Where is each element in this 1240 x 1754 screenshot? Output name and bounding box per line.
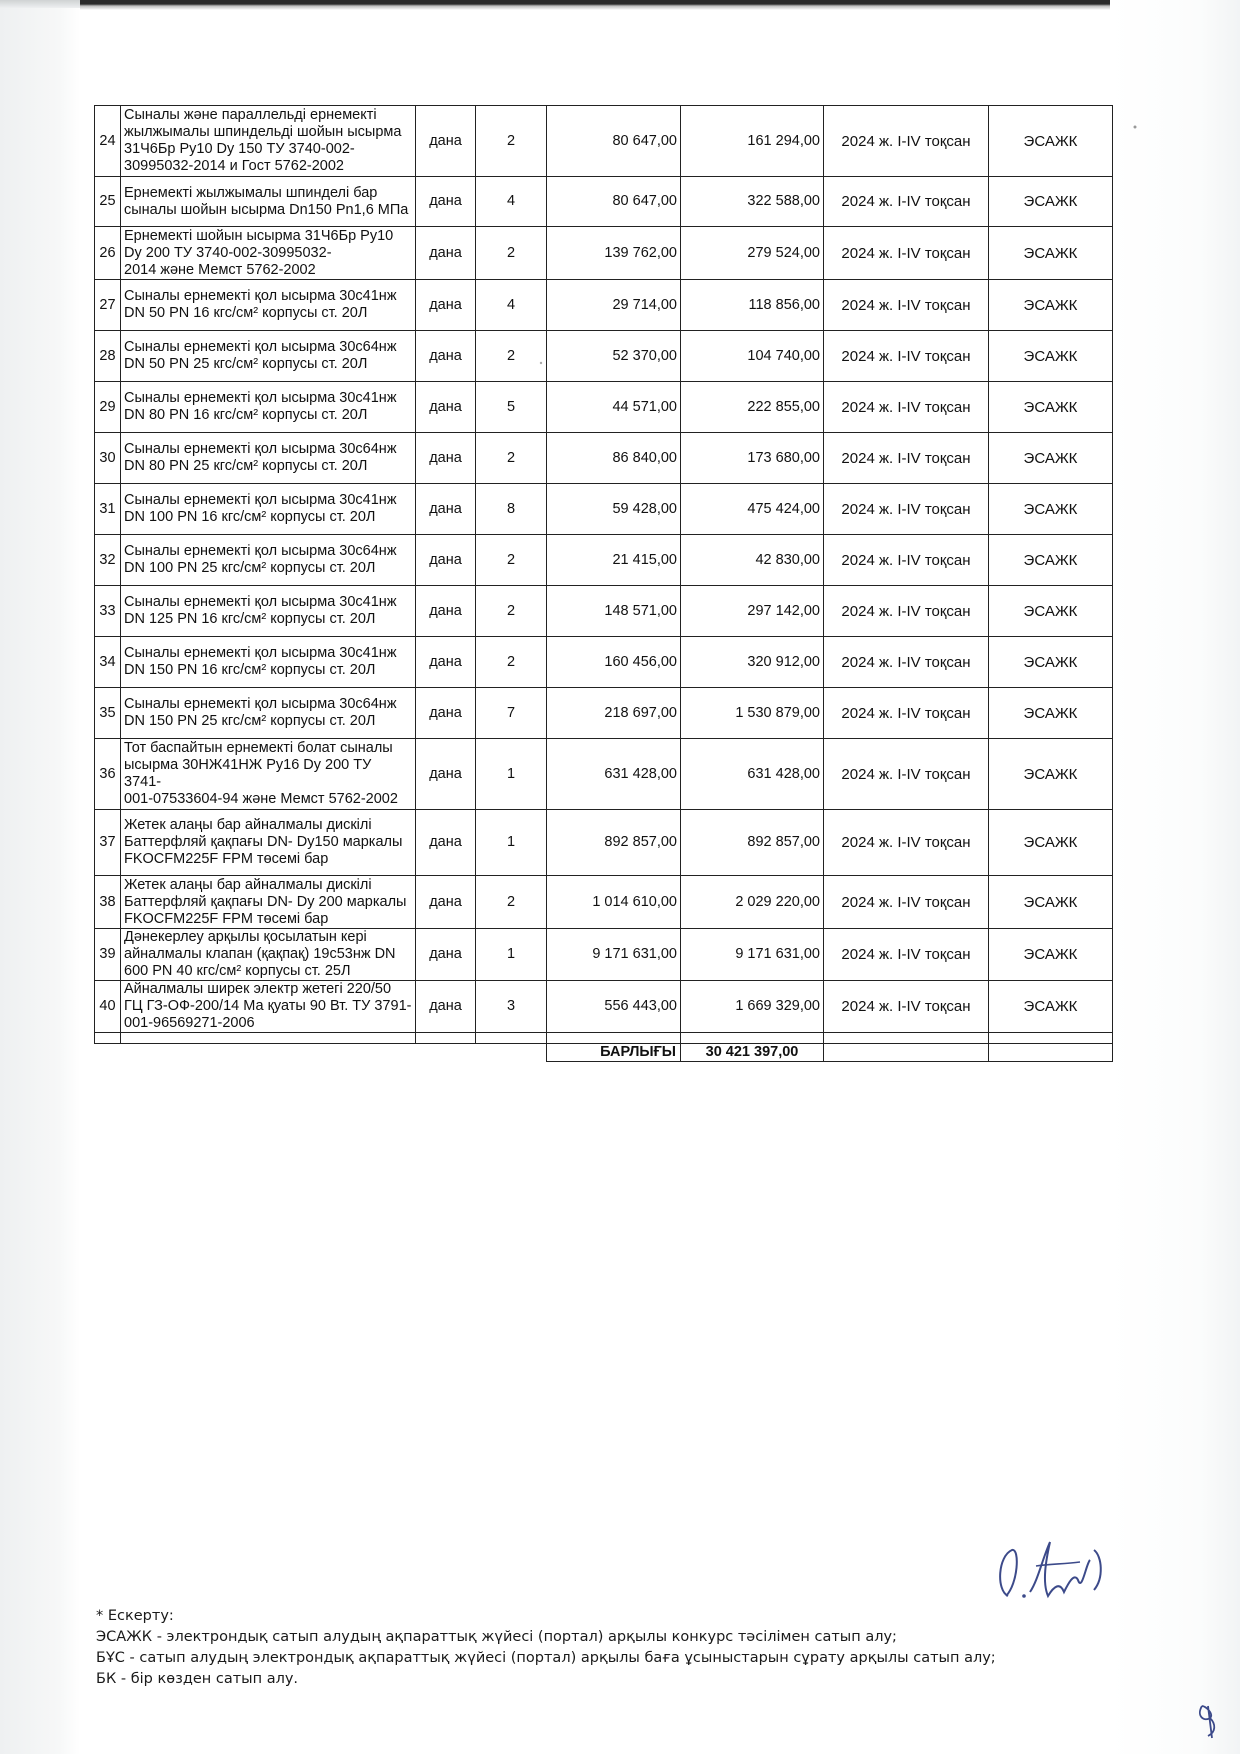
item-total: 1 669 329,00 [681,981,824,1033]
row-number: 35 [95,688,121,739]
item-unit: дана [416,637,476,688]
item-unit: дана [416,106,476,177]
item-unit-price: 160 456,00 [547,637,681,688]
row-number: 30 [95,433,121,484]
table-row [95,433,1113,484]
table-row [95,637,1113,688]
table-row [95,688,1113,739]
handwritten-signature [990,1520,1130,1620]
item-period: 2024 ж. I-IV тоқсан [824,484,989,535]
empty-cell [989,1044,1113,1062]
item-total: 2 029 220,00 [681,876,824,929]
row-number: 26 [95,227,121,280]
footnote-bus: БҰС - сатып алудың электрондық ақпараттық жүйесі (портал) арқылы баға ұсыныстарын сұрату арқылы сатып алу; [96,1650,996,1666]
item-quantity: 2 [476,331,547,382]
item-period: 2024 ж. I-IV тоқсан [824,433,989,484]
item-name: Сыналы ернемекті қол ысырма 30с64нж DN 80 PN 25 кгс/см² корпусы ст. 20Л [121,433,416,484]
item-procurement-method: ЭСАЖК [989,688,1113,739]
scan-left-margin [0,0,80,1754]
item-unit-price: 9 171 631,00 [547,929,681,981]
item-procurement-method: ЭСАЖК [989,981,1113,1033]
item-period: 2024 ж. I-IV тоқсан [824,688,989,739]
table-row [95,177,1113,227]
total-row [95,1044,1113,1062]
item-name: Сыналы ернемекті қол ысырма 30с41нж DN 150 PN 16 кгс/см² корпусы ст. 20Л [121,637,416,688]
item-unit: дана [416,876,476,929]
item-period: 2024 ж. I-IV тоқсан [824,331,989,382]
item-procurement-method: ЭСАЖК [989,535,1113,586]
table-row [95,876,1113,929]
item-quantity: 4 [476,280,547,331]
item-unit-price: 556 443,00 [547,981,681,1033]
row-number: 24 [95,106,121,177]
item-procurement-method: ЭСАЖК [989,331,1113,382]
item-name: Тот баспайтын ернемекті болат сыналы ысырма 30НЖ41НЖ Ру16 Dy 200 ТУ 3741- 001-07533604-94 және Мемст 5762-2002 [121,739,416,810]
table-row [95,739,1113,810]
item-quantity: 1 [476,929,547,981]
item-unit-price: 631 428,00 [547,739,681,810]
item-unit: дана [416,810,476,876]
item-unit-price: 148 571,00 [547,586,681,637]
table-row [95,929,1113,981]
item-period: 2024 ж. I-IV тоқсан [824,535,989,586]
item-unit-price: 29 714,00 [547,280,681,331]
item-total: 475 424,00 [681,484,824,535]
item-unit: дана [416,739,476,810]
total-value: 30 421 397,00 [681,1044,824,1062]
item-name: Дәнекерлеу арқылы қосылатын кері айналмалы клапан (қақпақ) 19с53нж DN 600 PN 40 кгс/см² корпусы ст. 25Л [121,929,416,981]
item-unit: дана [416,981,476,1033]
item-unit: дана [416,535,476,586]
table-row [95,382,1113,433]
item-total: 104 740,00 [681,331,824,382]
item-unit: дана [416,382,476,433]
item-procurement-method: ЭСАЖК [989,433,1113,484]
item-period: 2024 ж. I-IV тоқсан [824,177,989,227]
item-unit: дана [416,586,476,637]
item-quantity: 8 [476,484,547,535]
item-procurement-method: ЭСАЖК [989,227,1113,280]
row-number: 39 [95,929,121,981]
item-unit: дана [416,688,476,739]
item-name: Сыналы ернемекті қол ысырма 30с64нж DN 50 PN 25 кгс/см² корпусы ст. 20Л [121,331,416,382]
item-unit: дана [416,433,476,484]
item-period: 2024 ж. I-IV тоқсан [824,929,989,981]
item-unit: дана [416,484,476,535]
item-unit-price: 892 857,00 [547,810,681,876]
row-number: 31 [95,484,121,535]
empty-cell [547,1033,681,1044]
item-unit: дана [416,929,476,981]
item-total: 279 524,00 [681,227,824,280]
item-period: 2024 ж. I-IV тоқсан [824,280,989,331]
item-procurement-method: ЭСАЖК [989,876,1113,929]
row-number: 29 [95,382,121,433]
table-row [95,535,1113,586]
item-unit-price: 1 014 610,00 [547,876,681,929]
row-number: 27 [95,280,121,331]
item-procurement-method: ЭСАЖК [989,739,1113,810]
item-total: 1 530 879,00 [681,688,824,739]
table-row [95,331,1113,382]
scan-speck [1132,124,1138,130]
item-quantity: 5 [476,382,547,433]
scan-right-margin [1110,0,1240,1754]
item-quantity: 2 [476,586,547,637]
row-number: 38 [95,876,121,929]
item-total: 9 171 631,00 [681,929,824,981]
footnote-esazhk: ЭСАЖК - электрондық сатып алудың ақпараттық жүйесі (портал) арқылы конкурс тәсілімен сатып алу; [96,1629,897,1645]
row-number: 37 [95,810,121,876]
item-quantity: 2 [476,106,547,177]
table-row [95,484,1113,535]
item-name: Сыналы ернемекті қол ысырма 30с41нж DN 80 PN 16 кгс/см² корпусы ст. 20Л [121,382,416,433]
item-unit: дана [416,280,476,331]
empty-cell [121,1033,416,1044]
item-total: 42 830,00 [681,535,824,586]
empty-cell [95,1033,121,1044]
item-quantity: 2 [476,637,547,688]
item-total: 173 680,00 [681,433,824,484]
item-period: 2024 ж. I-IV тоқсан [824,810,989,876]
item-period: 2024 ж. I-IV тоқсан [824,106,989,177]
item-period: 2024 ж. I-IV тоқсан [824,739,989,810]
item-unit-price: 86 840,00 [547,433,681,484]
procurement-table [94,105,1113,1062]
item-total: 631 428,00 [681,739,824,810]
table-row [95,227,1113,280]
table-row [95,280,1113,331]
item-unit-price: 44 571,00 [547,382,681,433]
item-period: 2024 ж. I-IV тоқсан [824,981,989,1033]
item-total: 892 857,00 [681,810,824,876]
item-quantity: 4 [476,177,547,227]
empty-cell [989,1033,1113,1044]
item-total: 118 856,00 [681,280,824,331]
item-total: 222 855,00 [681,382,824,433]
item-name: Сыналы ернемекті қол ысырма 30с41нж DN 100 PN 16 кгс/см² корпусы ст. 20Л [121,484,416,535]
row-number: 25 [95,177,121,227]
total-label: БАРЛЫҒЫ [547,1044,681,1062]
item-name: Ернемекті жылжымалы шпинделі бар сыналы шойын ысырма Dn150 Pn1,6 МПа [121,177,416,227]
item-procurement-method: ЭСАЖК [989,586,1113,637]
item-procurement-method: ЭСАЖК [989,484,1113,535]
table-row [95,810,1113,876]
table-row [95,586,1113,637]
item-quantity: 1 [476,810,547,876]
item-procurement-method: ЭСАЖК [989,106,1113,177]
table-spacer-row [95,1033,1113,1044]
item-period: 2024 ж. I-IV тоқсан [824,876,989,929]
table-body [95,106,1113,1062]
scan-speck [538,360,544,366]
empty-cell [824,1044,989,1062]
item-unit-price: 80 647,00 [547,106,681,177]
table-row [95,981,1113,1033]
row-number: 36 [95,739,121,810]
footnote-bk: БК - бір көзден сатып алу. [96,1671,299,1687]
item-quantity: 2 [476,876,547,929]
item-name: Сыналы және параллельді ернемекті жылжымалы шпиндельді шойын ысырма 31Ч6Бр Ру10 Dy 150 ТУ 3740-002- 30995032-2014 и Гост 5762-2002 [121,106,416,177]
item-period: 2024 ж. I-IV тоқсан [824,227,989,280]
item-quantity: 2 [476,535,547,586]
item-unit: дана [416,331,476,382]
row-number: 32 [95,535,121,586]
scan-top-left-edge [0,0,80,8]
item-unit-price: 139 762,00 [547,227,681,280]
item-procurement-method: ЭСАЖК [989,810,1113,876]
item-period: 2024 ж. I-IV тоқсан [824,586,989,637]
item-unit-price: 80 647,00 [547,177,681,227]
item-period: 2024 ж. I-IV тоқсан [824,382,989,433]
item-total: 320 912,00 [681,637,824,688]
handwritten-page-mark [1194,1700,1224,1740]
empty-cell [476,1033,547,1044]
item-unit-price: 59 428,00 [547,484,681,535]
footnote-heading: * Ескерту: [96,1608,174,1624]
item-name: Сыналы ернемекті қол ысырма 30с64нж DN 150 PN 25 кгс/см² корпусы ст. 20Л [121,688,416,739]
row-number: 40 [95,981,121,1033]
item-name: Ернемекті шойын ысырма 31Ч6Бр Ру10 Dy 200 ТУ 3740-002-30995032- 2014 және Мемст 5762-2002 [121,227,416,280]
table-row [95,106,1113,177]
empty-cell [681,1033,824,1044]
item-name: Сыналы ернемекті қол ысырма 30с41нж DN 125 PN 16 кгс/см² корпусы ст. 20Л [121,586,416,637]
item-name: Жетек алаңы бар айналмалы дискілі Баттерфляй қақпағы DN- Dy 200 маркалы FKOCFM225F FPM төсемі бар [121,876,416,929]
item-total: 161 294,00 [681,106,824,177]
row-number: 33 [95,586,121,637]
item-unit-price: 218 697,00 [547,688,681,739]
item-procurement-method: ЭСАЖК [989,382,1113,433]
item-name: Жетек алаңы бар айналмалы дискілі Баттерфляй қақпағы DN- Dy150 маркалы FKOCFM225F FPM төсемі бар [121,810,416,876]
item-procurement-method: ЭСАЖК [989,280,1113,331]
item-name: Сыналы ернемекті қол ысырма 30с41нж DN 50 PN 16 кгс/см² корпусы ст. 20Л [121,280,416,331]
item-unit: дана [416,177,476,227]
item-procurement-method: ЭСАЖК [989,929,1113,981]
item-name: Сыналы ернемекті қол ысырма 30с64нж DN 100 PN 25 кгс/см² корпусы ст. 20Л [121,535,416,586]
item-quantity: 3 [476,981,547,1033]
item-unit-price: 21 415,00 [547,535,681,586]
item-quantity: 2 [476,227,547,280]
empty-cell [416,1033,476,1044]
item-procurement-method: ЭСАЖК [989,177,1113,227]
item-total: 322 588,00 [681,177,824,227]
item-quantity: 2 [476,433,547,484]
scan-top-edge [80,0,1240,10]
item-unit-price: 52 370,00 [547,331,681,382]
item-quantity: 1 [476,739,547,810]
footnotes [96,1606,996,1690]
item-procurement-method: ЭСАЖК [989,637,1113,688]
item-period: 2024 ж. I-IV тоқсан [824,637,989,688]
item-name: Айналмалы ширек электр жетегі 220/50 ГЦ ГЗ-ОФ-200/14 Ма қуаты 90 Вт. ТУ 3791- 001-96569271-2006 [121,981,416,1033]
item-quantity: 7 [476,688,547,739]
empty-cell [824,1033,989,1044]
item-unit: дана [416,227,476,280]
item-total: 297 142,00 [681,586,824,637]
row-number: 34 [95,637,121,688]
empty-cell [95,1044,547,1062]
row-number: 28 [95,331,121,382]
